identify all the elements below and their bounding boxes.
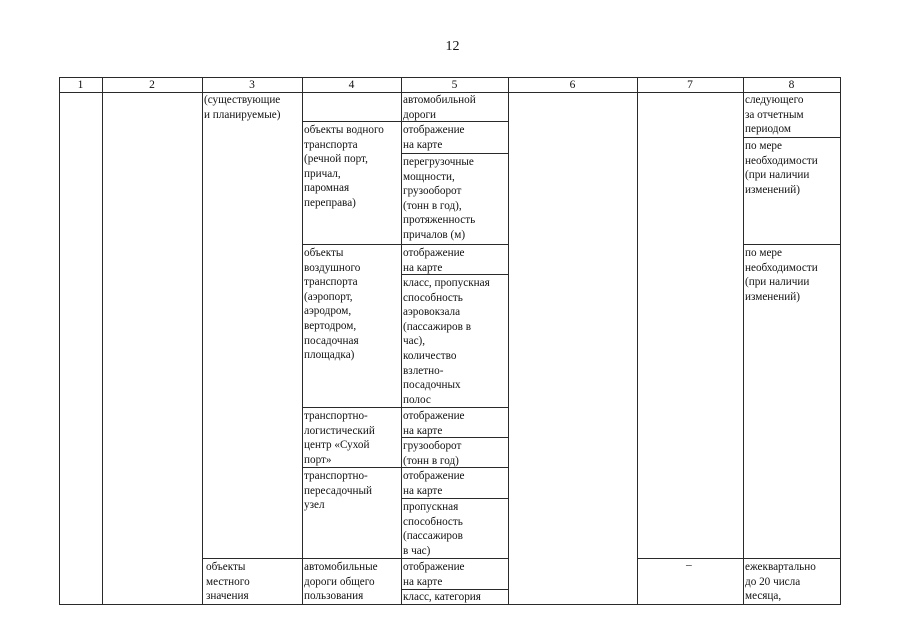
cell-logistics-center: транспортно- логистический центр «Сухой порт» (304, 410, 375, 466)
cell-class-category: класс, категория (403, 591, 481, 603)
col5-border-2 (401, 153, 508, 154)
header-col-1: 1 (77, 79, 84, 91)
col4-border-2 (302, 244, 402, 245)
header-col-7: 7 (687, 79, 693, 91)
col4-border-1 (302, 121, 402, 122)
col-border-1 (102, 77, 103, 605)
col-border-5 (508, 77, 509, 605)
col4-border-5 (302, 558, 402, 559)
header-col-3: 3 (249, 79, 255, 91)
col-border-0 (59, 77, 60, 605)
document-table (59, 77, 841, 605)
cell-transfer-hub: транспортно- пересадочный узел (304, 470, 372, 512)
cell-local-objects: объекты местного значения (206, 561, 250, 603)
col8-border-3 (743, 558, 840, 559)
cell-quarterly: ежеквартально до 20 числа месяца, (745, 561, 816, 603)
header-col-4: 4 (348, 79, 355, 91)
cell-following-period: следующего за отчетным периодом (745, 94, 804, 136)
page-number: 12 (445, 39, 460, 54)
cell-water-transport: объекты водного транспорта (речной порт, причал, паромная переправа) (304, 124, 384, 209)
cell-as-needed-2: по мере необходимости (при наличии изменений) (745, 247, 818, 303)
col8-border-2 (743, 244, 840, 245)
cell-public-roads: автомобильные дороги общего пользования (304, 561, 378, 603)
header-col-5: 5 (451, 79, 458, 91)
col-border-7 (743, 77, 744, 605)
header-col-8: 8 (788, 79, 795, 91)
cell-map-display-3: отображение на карте (403, 410, 465, 437)
cell-road-cont: автомобильной дороги (403, 94, 476, 121)
col8-border-1 (743, 137, 840, 138)
cell-transshipment: перегрузочные мощности, грузооборот (тонн в год), протяженность причалов (м) (403, 156, 476, 241)
col4-border-3 (302, 407, 402, 408)
header-col-6: 6 (569, 79, 576, 91)
col3-row-border (202, 558, 302, 559)
col-border-2 (202, 77, 203, 605)
cell-map-display-5: отображение на карте (403, 561, 465, 588)
cell-throughput: пропускная способность (пассажиров в час) (403, 501, 463, 557)
col5-border-3 (401, 244, 508, 245)
cell-map-display-2: отображение на карте (403, 247, 465, 274)
cell-map-display-1: отображение на карте (403, 124, 465, 151)
col-border-3 (302, 77, 303, 605)
col-border-6 (637, 77, 638, 605)
cell-cargo-turnover: грузооборот (тонн в год) (403, 440, 462, 467)
col-border-4 (401, 77, 402, 605)
cell-dash: – (686, 559, 692, 571)
cell-map-display-4: отображение на карте (403, 470, 465, 497)
cell-as-needed-1: по мере необходимости (при наличии изменений) (745, 140, 818, 196)
cell-existing-planned: (существующие и планируемые) (204, 94, 281, 121)
col-border-8 (840, 77, 841, 605)
cell-air-transport: объекты воздушного транспорта (аэропорт, аэродром, вертодром, посадочная площадка) (304, 247, 361, 362)
cell-class-capacity: класс, пропускная способность аэровокзала (пассажиров в час), количество взлетно- посадочных полос (403, 277, 490, 406)
header-col-2: 2 (149, 79, 155, 91)
